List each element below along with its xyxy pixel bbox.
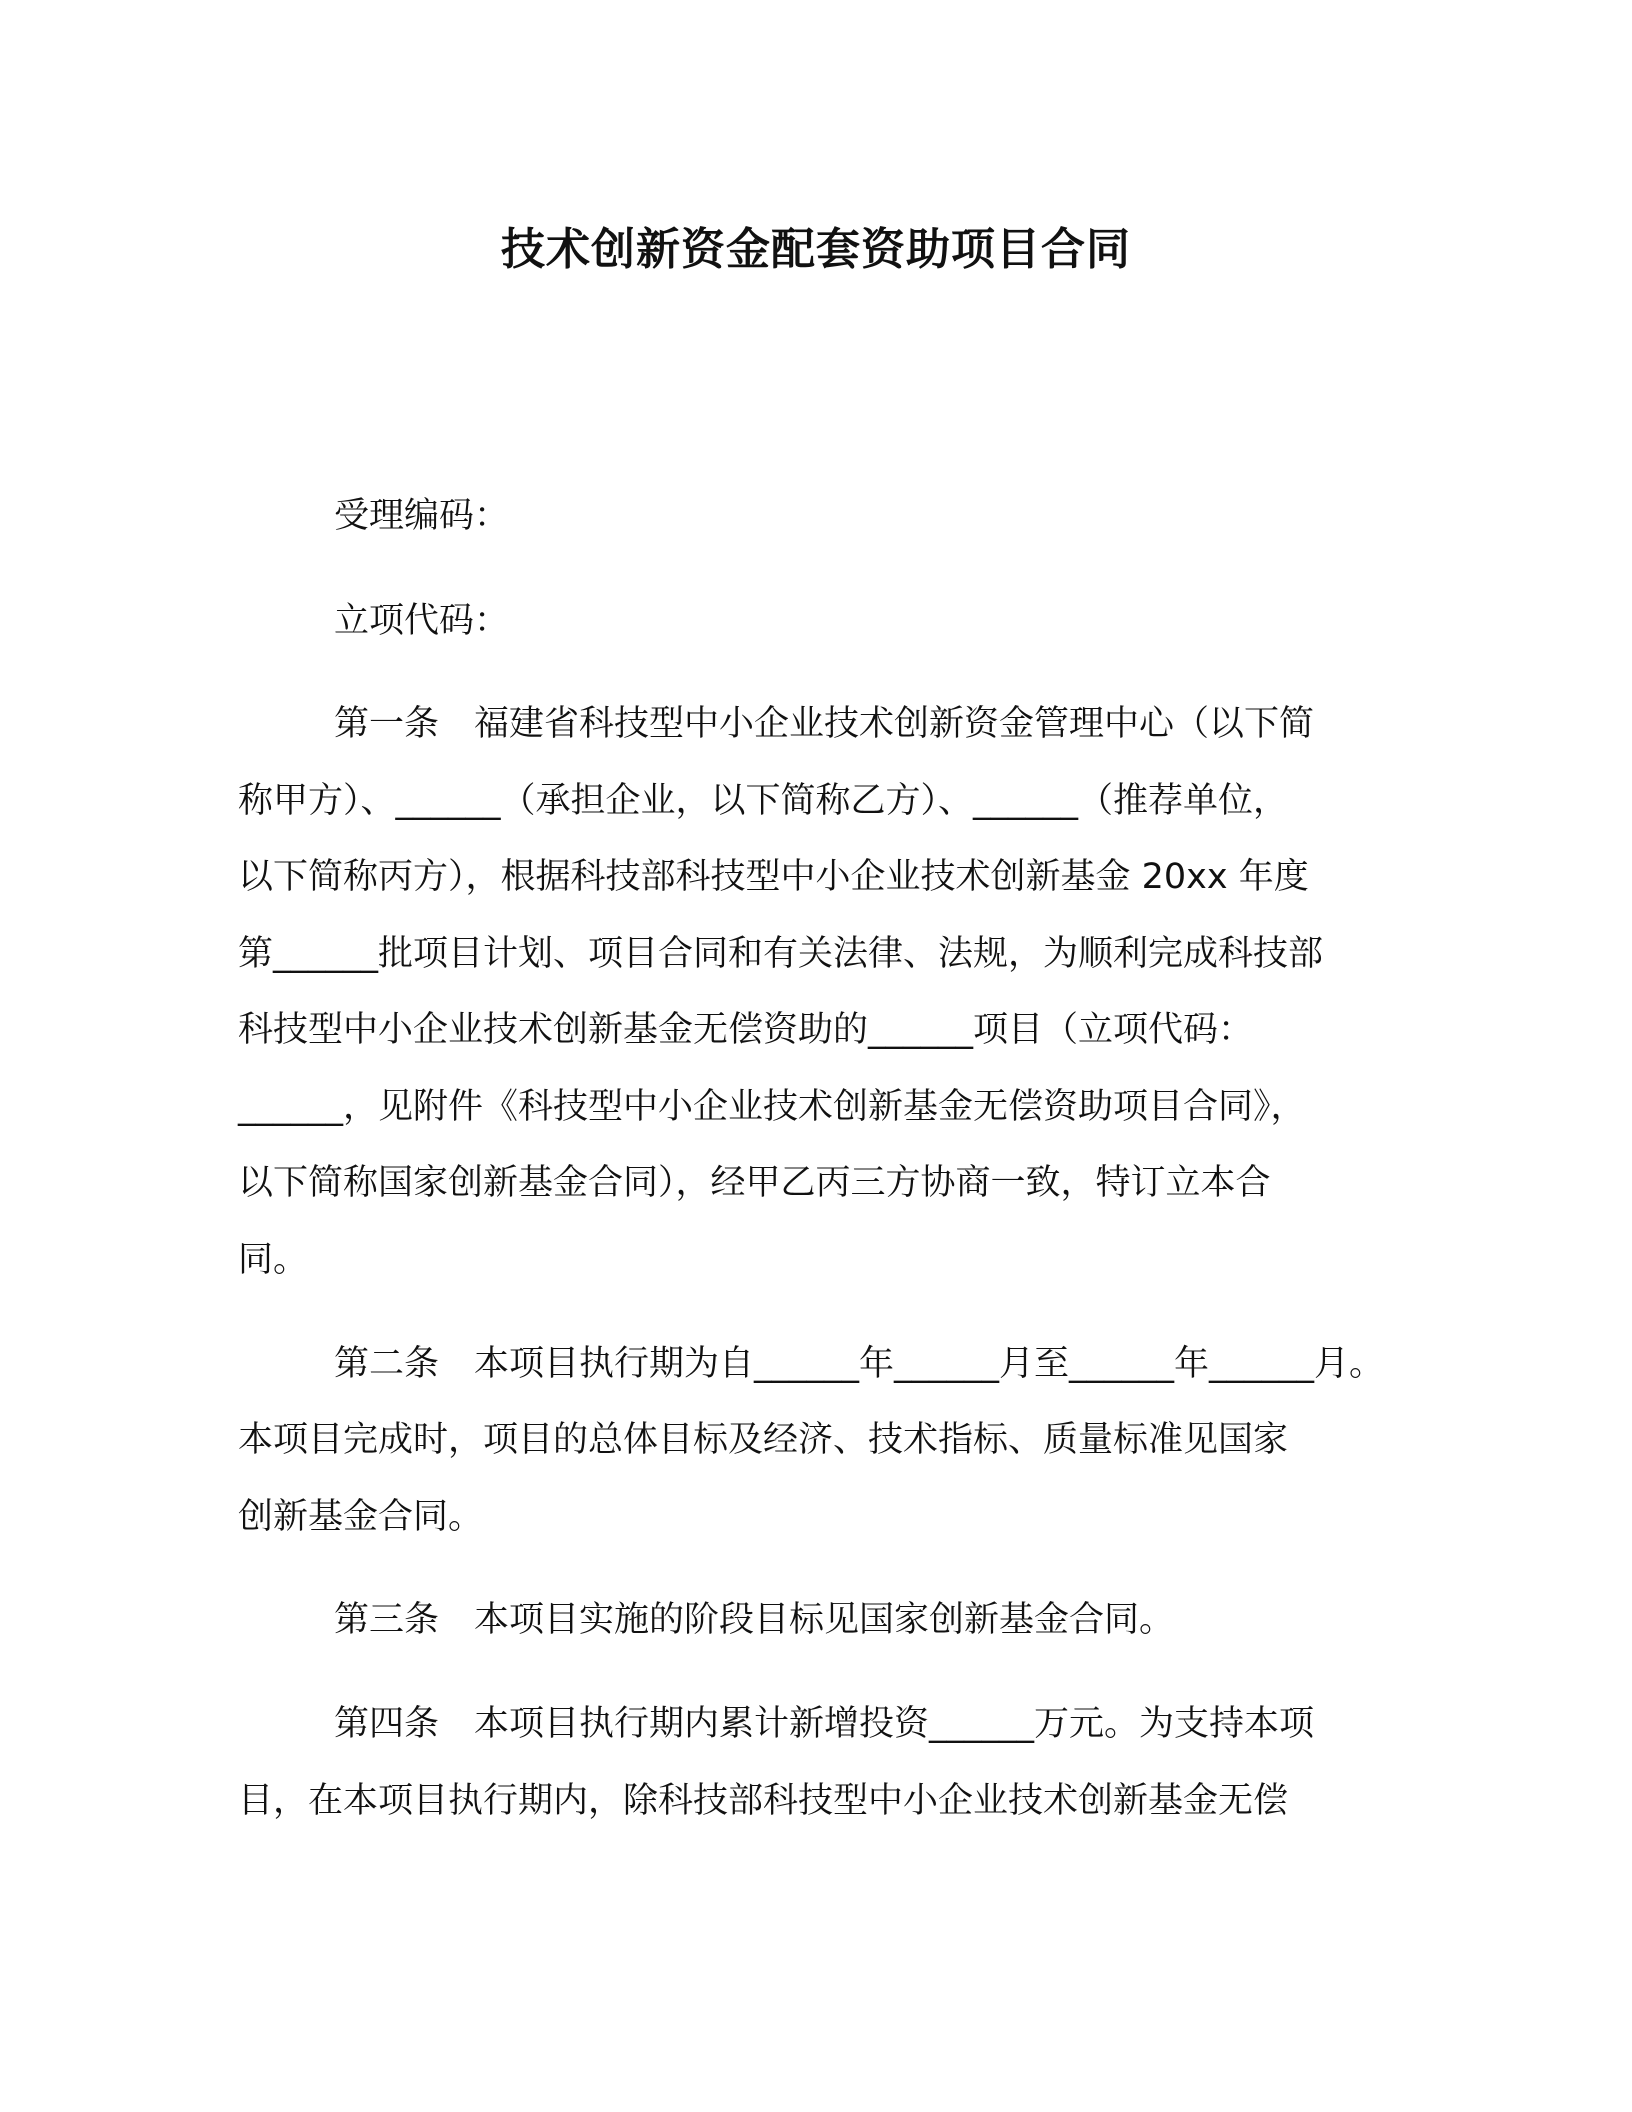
article-1-line: 以下简称丙方），根据科技部科技型中小企业技术创新基金 20xx 年度	[238, 857, 1309, 897]
project-code-label: 立项代码：	[334, 601, 510, 641]
article-1-line: 以下简称国家创新基金合同），经甲乙丙三方协商一致，特订立本合	[238, 1163, 1271, 1203]
acceptance-code-label: 受理编码：	[334, 496, 510, 536]
article-4-line: 第四条 本项目执行期内累计新增投资______万元。为支持本项	[334, 1704, 1315, 1744]
article-1-line: 第一条 福建省科技型中小企业技术创新资金管理中心（以下简	[334, 704, 1315, 744]
article-1-line: 科技型中小企业技术创新基金无偿资助的______项目（立项代码：	[238, 1010, 1254, 1050]
article-1-line: 同。	[238, 1240, 309, 1280]
article-2-line: 创新基金合同。	[238, 1497, 484, 1537]
article-2-line: 本项目完成时，项目的总体目标及经济、技术指标、质量标准见国家	[238, 1420, 1289, 1460]
article-3-line: 第三条 本项目实施的阶段目标见国家创新基金合同。	[334, 1600, 1175, 1640]
article-1-line: 第______批项目计划、项目合同和有关法律、法规，为顺利完成科技部	[238, 934, 1324, 974]
article-1-line: ______，见附件《科技型中小企业技术创新基金无偿资助项目合同》，	[238, 1087, 1306, 1127]
article-4-line: 目，在本项目执行期内，除科技部科技型中小企业技术创新基金无偿	[238, 1781, 1289, 1821]
article-2-line: 第二条 本项目执行期为自______年______月至______年______月。	[334, 1344, 1385, 1384]
article-1-line: 称甲方）、______（承担企业，以下简称乙方）、______（推荐单位，	[238, 781, 1289, 821]
document-title: 技术创新资金配套资助项目合同	[501, 224, 1131, 275]
